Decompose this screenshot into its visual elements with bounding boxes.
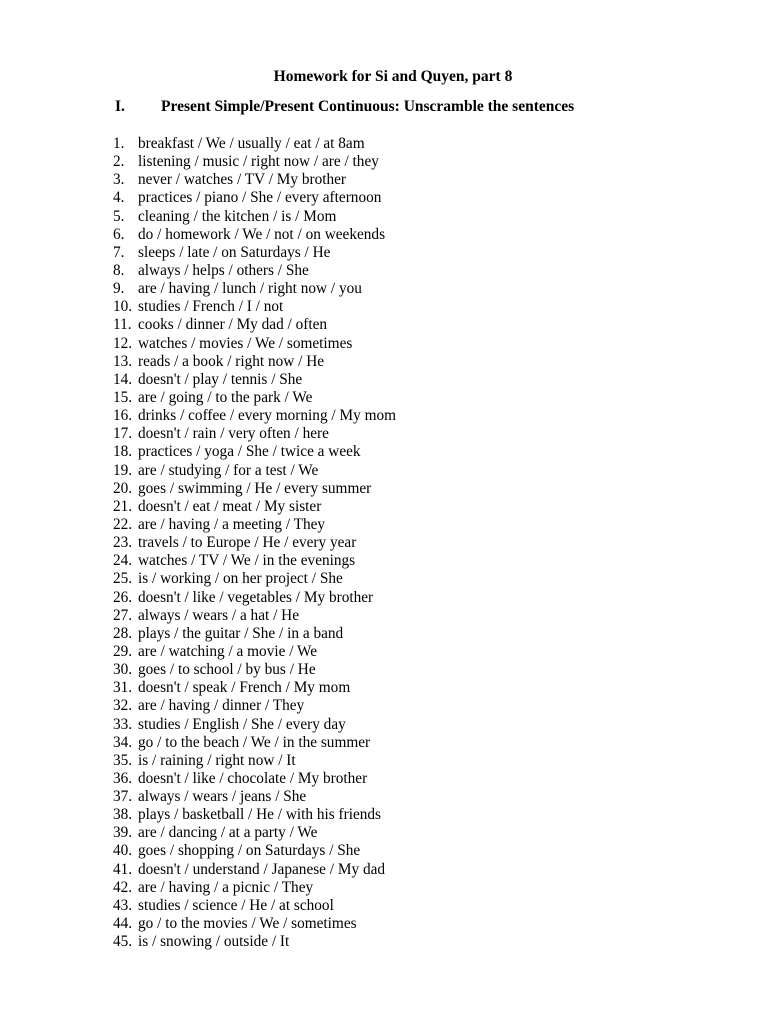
item-text: listening / music / right now / are / they <box>138 153 379 171</box>
list-item <box>113 770 396 788</box>
item-number: 39. <box>113 824 133 842</box>
item-text: are / having / dinner / They <box>138 697 305 715</box>
list-item <box>113 335 396 353</box>
item-text: reads / a book / right now / He <box>138 352 325 370</box>
item-text: always / wears / jeans / She <box>138 788 307 806</box>
item-text: breakfast / We / usually / eat / at 8am <box>138 135 365 152</box>
item-number: 20. <box>113 479 133 497</box>
item-number: 43. <box>113 896 133 914</box>
list-item <box>113 407 396 425</box>
list-item <box>113 316 396 334</box>
item-text: practices / yoga / She / twice a week <box>138 443 361 461</box>
item-number: 19. <box>113 461 133 479</box>
item-text: do / homework / We / not / on weekends <box>138 225 386 243</box>
item-text: doesn't / like / chocolate / My brother <box>138 769 368 787</box>
list-item <box>113 244 396 262</box>
list-item <box>113 861 396 879</box>
item-text: are / studying / for a test / We <box>138 461 319 479</box>
item-text: studies / French / I / not <box>138 298 284 316</box>
item-number: 14. <box>113 370 133 388</box>
item-text: always / wears / a hat / He <box>138 606 299 624</box>
list-item <box>113 552 396 570</box>
item-text: watches / movies / We / sometimes <box>138 334 353 352</box>
item-text: practices / piano / She / every afternoon <box>138 189 382 207</box>
list-item <box>113 498 396 516</box>
list-item <box>113 806 396 824</box>
item-number: 21. <box>113 497 133 515</box>
item-text: are / having / a meeting / They <box>138 515 326 533</box>
item-text: never / watches / TV / My brother <box>138 171 347 189</box>
item-text: go / to the beach / We / in the summer <box>138 733 371 751</box>
list-item <box>113 915 396 933</box>
list-item <box>113 788 396 806</box>
list-item <box>113 189 396 207</box>
item-number: 24. <box>113 552 133 570</box>
item-text: is / working / on her project / She <box>138 570 343 588</box>
item-number: 8. <box>113 261 125 279</box>
list-item <box>113 153 396 171</box>
list-item <box>113 171 396 189</box>
item-text: goes / to school / by bus / He <box>138 661 316 679</box>
list-item <box>113 824 396 842</box>
list-item <box>113 389 396 407</box>
item-number: 7. <box>113 243 125 261</box>
list-item <box>113 679 396 697</box>
item-number: 37. <box>113 788 133 806</box>
item-number: 44. <box>113 915 133 933</box>
item-text: doesn't / understand / Japanese / My dad <box>138 860 386 878</box>
item-number: 29. <box>113 642 133 660</box>
list-item <box>113 135 396 153</box>
item-number: 27. <box>113 606 133 624</box>
item-text: travels / to Europe / He / every year <box>138 534 357 552</box>
item-number: 4. <box>113 189 125 207</box>
list-item <box>113 570 396 588</box>
list-item <box>113 462 396 480</box>
item-number: 16. <box>113 407 133 425</box>
item-number: 17. <box>113 425 133 443</box>
item-number: 41. <box>113 860 133 878</box>
item-text: is / snowing / outside / It <box>138 933 290 951</box>
item-number: 11. <box>113 316 132 334</box>
list-item <box>113 425 396 443</box>
list-item <box>113 897 396 915</box>
list-item <box>113 661 396 679</box>
item-number: 38. <box>113 806 133 824</box>
item-text: goes / shopping / on Saturdays / She <box>138 842 361 860</box>
item-number: 30. <box>113 661 133 679</box>
item-number: 42. <box>113 878 133 896</box>
item-number: 9. <box>113 280 125 298</box>
list-item <box>113 262 396 280</box>
item-text: doesn't / like / vegetables / My brother <box>138 588 374 606</box>
item-text: watches / TV / We / in the evenings <box>138 552 356 570</box>
item-text: is / raining / right now / It <box>138 751 296 769</box>
document-title: Homework for Si and Quyen, part 8 <box>273 68 513 85</box>
item-text: are / having / lunch / right now / you <box>138 280 362 298</box>
list-item <box>113 226 396 244</box>
list-item <box>113 879 396 897</box>
item-number: 23. <box>113 534 133 552</box>
item-text: cooks / dinner / My dad / often <box>138 316 328 334</box>
list-item <box>113 280 396 298</box>
section-heading <box>115 98 574 116</box>
item-text: doesn't / eat / meat / My sister <box>138 497 322 515</box>
exercise-list <box>113 135 396 951</box>
list-item <box>113 298 396 316</box>
item-number: 2. <box>113 153 125 171</box>
item-number: 35. <box>113 751 133 769</box>
item-number: 40. <box>113 842 133 860</box>
item-number: 1. <box>113 135 125 152</box>
list-item <box>113 643 396 661</box>
list-item <box>113 842 396 860</box>
item-text: goes / swimming / He / every summer <box>138 479 372 497</box>
list-item <box>113 534 396 552</box>
item-number: 32. <box>113 697 133 715</box>
item-text: plays / the guitar / She / in a band <box>138 624 344 642</box>
item-number: 12. <box>113 334 133 352</box>
item-text: doesn't / play / tennis / She <box>138 370 303 388</box>
item-number: 6. <box>113 225 125 243</box>
item-number: 10. <box>113 298 133 316</box>
list-item <box>113 371 396 389</box>
item-number: 18. <box>113 443 133 461</box>
list-item <box>113 752 396 770</box>
item-text: plays / basketball / He / with his friends <box>138 806 382 824</box>
item-text: are / having / a picnic / They <box>138 878 314 896</box>
item-number: 45. <box>113 933 133 951</box>
item-number: 25. <box>113 570 133 588</box>
item-number: 26. <box>113 588 133 606</box>
item-number: 28. <box>113 624 133 642</box>
item-text: are / watching / a movie / We <box>138 642 318 660</box>
item-text: studies / science / He / at school <box>138 896 334 914</box>
item-number: 33. <box>113 715 133 733</box>
list-item <box>113 589 396 607</box>
list-item <box>113 443 396 461</box>
list-item <box>113 607 396 625</box>
item-text: always / helps / others / She <box>138 261 309 279</box>
item-number: 3. <box>113 171 125 189</box>
item-text: sleeps / late / on Saturdays / He <box>138 243 331 261</box>
list-item <box>113 933 396 951</box>
list-item <box>113 516 396 534</box>
list-item <box>113 353 396 371</box>
item-text: doesn't / speak / French / My mom <box>138 679 351 697</box>
item-number: 15. <box>113 388 133 406</box>
list-item <box>113 716 396 734</box>
section-title: Present Simple/Present Continuous: Unscramble the sentences <box>161 98 575 115</box>
item-text: doesn't / rain / very often / here <box>138 425 329 443</box>
item-text: are / dancing / at a party / We <box>138 824 318 842</box>
item-number: 22. <box>113 515 133 533</box>
item-text: go / to the movies / We / sometimes <box>138 915 357 933</box>
list-item <box>113 734 396 752</box>
section-number: I. <box>115 98 125 115</box>
item-number: 13. <box>113 352 133 370</box>
item-number: 36. <box>113 769 133 787</box>
item-number: 34. <box>113 733 133 751</box>
item-text: cleaning / the kitchen / is / Mom <box>138 207 337 225</box>
item-number: 5. <box>113 207 125 225</box>
item-text: are / going / to the park / We <box>138 388 313 406</box>
list-item <box>113 208 396 226</box>
list-item <box>113 480 396 498</box>
item-number: 31. <box>113 679 133 697</box>
item-text: studies / English / She / every day <box>138 715 346 733</box>
list-item <box>113 697 396 715</box>
list-item <box>113 625 396 643</box>
item-text: drinks / coffee / every morning / My mom <box>138 407 397 425</box>
